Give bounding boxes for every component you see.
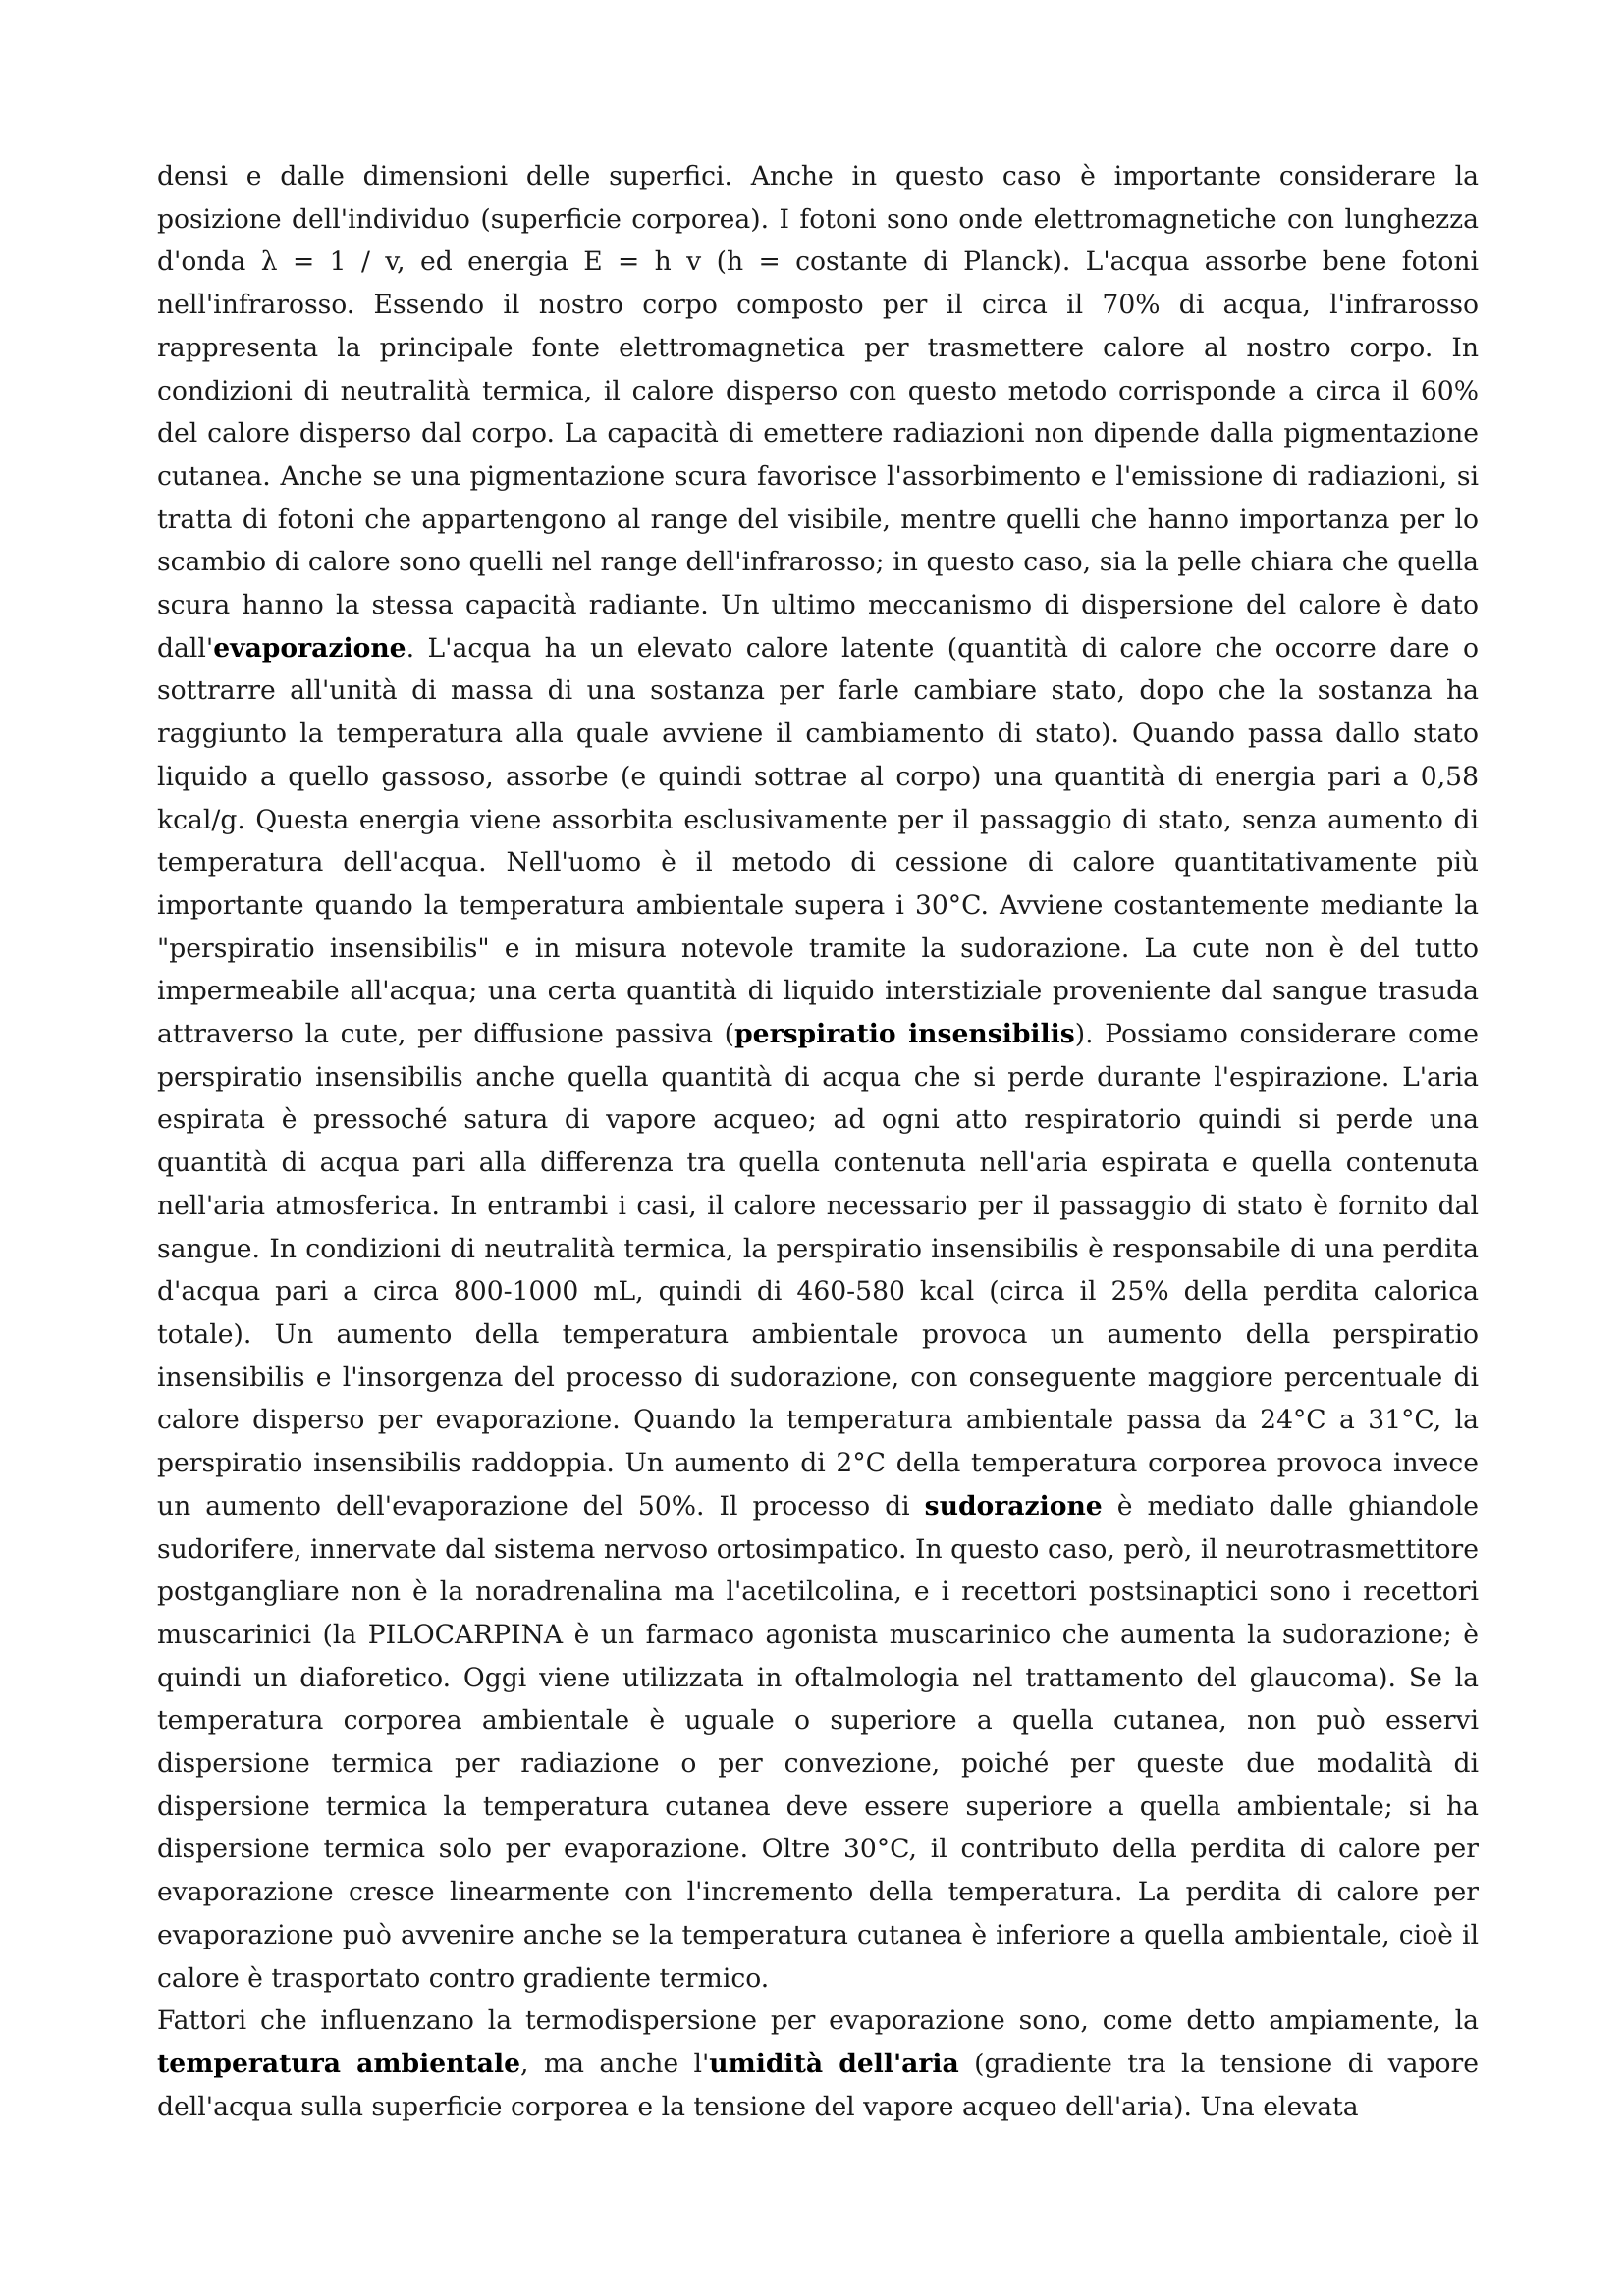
text-run: , ma anche l' <box>520 2048 710 2079</box>
text-run: Fattori che influenzano la termodispersione per evaporazione sono, come detto ampiamente, la <box>157 2005 1479 2037</box>
bold-term-sudorazione: sudorazione <box>924 1490 1103 1522</box>
text-run: (gradiente tra la tensione di vapore dell'acqua sulla superficie corporea e la tensione del vapore acqueo dell'aria). Una elevata <box>157 2048 1479 2122</box>
text-run: densi e dalle dimensioni delle superfici. Anche in questo caso è importante considerare la posizione dell'individuo (superficie corporea). I fotoni sono onde elettromagnetiche con lunghezza d'onda λ = 1 / v, ed energia E = h v (h = costante di Planck). L'acqua assorbe bene fotoni nell'infrarosso. Essendo il nostro corpo composto per il circa il 70% di acqua, l'infrarosso rappresenta la principale fonte elettromagnetica per trasmettere calore al nostro corpo. In condizioni di neutralità termica, il calore disperso con questo metodo corrisponde a circa il 60% del calore disperso dal corpo. La capacità di emettere radiazioni non dipende dalla pigmentazione cutanea. Anche se una pigmentazione scura favorisce l'assorbimento e l'emissione di radiazioni, si tratta di fotoni che appartengono al range del visibile, mentre quelli che hanno importanza per lo scambio di calore sono quelli nel range dell'infrarosso; in questo caso, sia la pelle chiara che quella scura hanno la stessa capacità radiante. Un ultimo meccanismo di dispersione del calore è dato dall' <box>157 161 1479 664</box>
text-run: ). Possiamo considerare come perspiratio insensibilis anche quella quantità di acqua che si perde durante l'espirazione. L'aria espirata è pressoché satura di vapore acqueo; ad ogni atto respiratorio quindi si perde una quantità di acqua pari alla differenza tra quella contenuta nell'aria espirata e quella contenuta nell'aria atmosferica. In entrambi i casi, il calore necessario per il passaggio di stato è fornito dal sangue. In condizioni di neutralità termica, la perspiratio insensibilis è responsabile di una perdita d'acqua pari a circa 800-1000 mL, quindi di 460-580 kcal (circa il 25% della perdita calorica totale). Un aumento della temperatura ambientale provoca un aumento della perspiratio insensibilis e l'insorgenza del processo di sudorazione, con conseguente maggiore percentuale di calore disperso per evaporazione. Quando la temperatura ambientale passa da 24°C a 31°C, la perspiratio insensibilis raddoppia. Un aumento di 2°C della temperatura corporea provoca invece un aumento dell'evaporazione del 50%. Il processo di <box>157 1019 1480 1522</box>
text-run: è mediato dalle ghiandole sudorifere, innervate dal sistema nervoso ortosimpatico. In questo caso, però, il neurotrasmettitore postgangliare non è la noradrenalina ma l'acetilcolina, e i recettori postsinaptici sono i recettori muscarinici (la PILOCARPINA è un farmaco agonista muscarinico che aumenta la sudorazione; è quindi un diaforetico. Oggi viene utilizzata in oftalmologia nel trattamento del glaucoma). Se la temperatura corporea ambientale è uguale o superiore a quella cutanea, non può esservi dispersione termica per radiazione o per convezione, poiché per queste due modalità di dispersione termica la temperatura cutanea deve essere superiore a quella ambientale; si ha dispersione termica solo per evaporazione. Oltre 30°C, il contributo della perdita di calore per evaporazione cresce linearmente con l'incremento della temperatura. La perdita di calore per evaporazione può avvenire anche se la temperatura cutanea è inferiore a quella ambientale, cioè il calore è trasportato contro gradiente termico. <box>157 1490 1479 1994</box>
document-page <box>157 155 1479 2128</box>
bold-term-perspiratio-insensibilis: perspiratio insensibilis <box>734 1019 1075 1050</box>
paragraph-1 <box>157 155 1479 2000</box>
bold-term-umidita-aria: umidità dell'aria <box>709 2048 959 2079</box>
paragraph-2 <box>157 2000 1479 2128</box>
text-run: . L'acqua ha un elevato calore latente (quantità di calore che occorre dare o sottrarre all'unità di massa di una sostanza per farle cambiare stato, dopo che la sostanza ha raggiunto la temperatura alla quale avviene il cambiamento di stato). Quando passa dallo stato liquido a quello gassoso, assorbe (e quindi sottrae al corpo) una quantità di energia pari a 0,58 kcal/g. Questa energia viene assorbita esclusivamente per il passaggio di stato, senza aumento di temperatura dell'acqua. Nell'uomo è il metodo di cessione di calore quantitativamente più importante quando la temperatura ambientale supera i 30°C. Avviene costantemente mediante la "perspiratio insensibilis" e in misura notevole tramite la sudorazione. La cute non è del tutto impermeabile all'acqua; una certa quantità di liquido interstiziale proveniente dal sangue trasuda attraverso la cute, per diffusione passiva ( <box>157 632 1479 1050</box>
bold-term-temperatura-ambientale: temperatura ambientale <box>157 2048 521 2079</box>
bold-term-evaporazione: evaporazione <box>213 632 406 664</box>
